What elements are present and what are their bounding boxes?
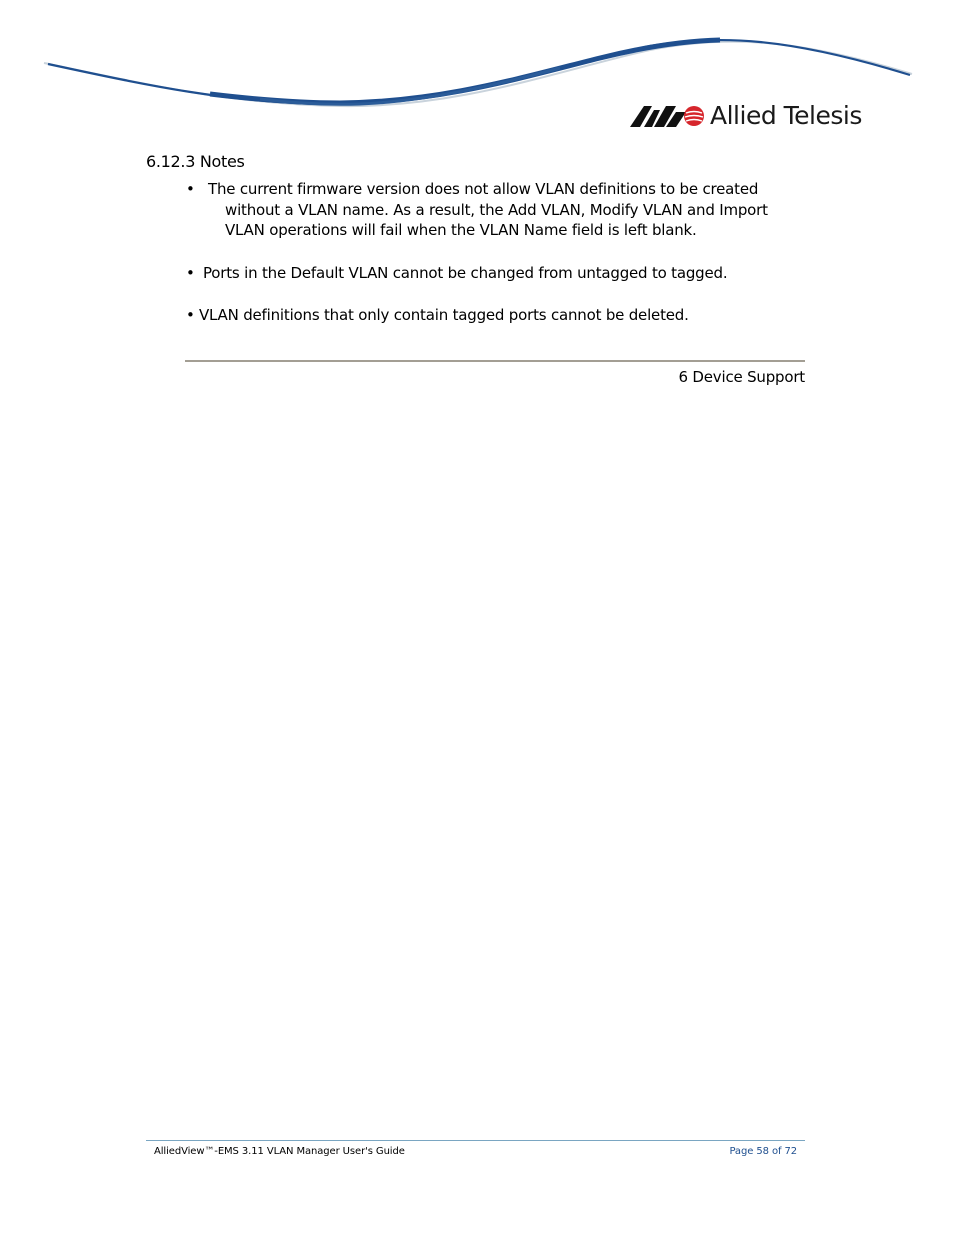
list-item-text-line: The current firmware version does not allow VLAN definitions to be created <box>208 180 759 198</box>
section-divider <box>185 360 805 362</box>
list-item-text-line: VLAN definitions that only contain tagged ports cannot be deleted. <box>199 306 689 324</box>
bullet-icon: • <box>186 264 195 282</box>
allied-telesis-logo <box>630 98 870 134</box>
bullet-icon: • <box>186 180 195 198</box>
footer-rule <box>146 1140 805 1141</box>
footer-guide-title: AlliedView™-EMS 3.11 VLAN Manager User's Guide <box>154 1146 405 1157</box>
logo-wordmark: Allied Telesis <box>710 101 862 130</box>
list-item-text-line: Ports in the Default VLAN cannot be changed from untagged to tagged. <box>203 264 728 282</box>
footer-page-number: Page 58 of 72 <box>729 1146 797 1157</box>
section-heading: 6.12.3 Notes <box>146 152 245 171</box>
list-item-text-line: VLAN operations will fail when the VLAN Name field is left blank. <box>225 221 697 239</box>
list-item-text-line: without a VLAN name. As a result, the Add VLAN, Modify VLAN and Import <box>225 201 768 219</box>
allied-telesis-logo-mark-icon <box>630 104 706 128</box>
chapter-label: 6 Device Support <box>678 368 805 386</box>
bullet-icon: • <box>186 306 195 324</box>
